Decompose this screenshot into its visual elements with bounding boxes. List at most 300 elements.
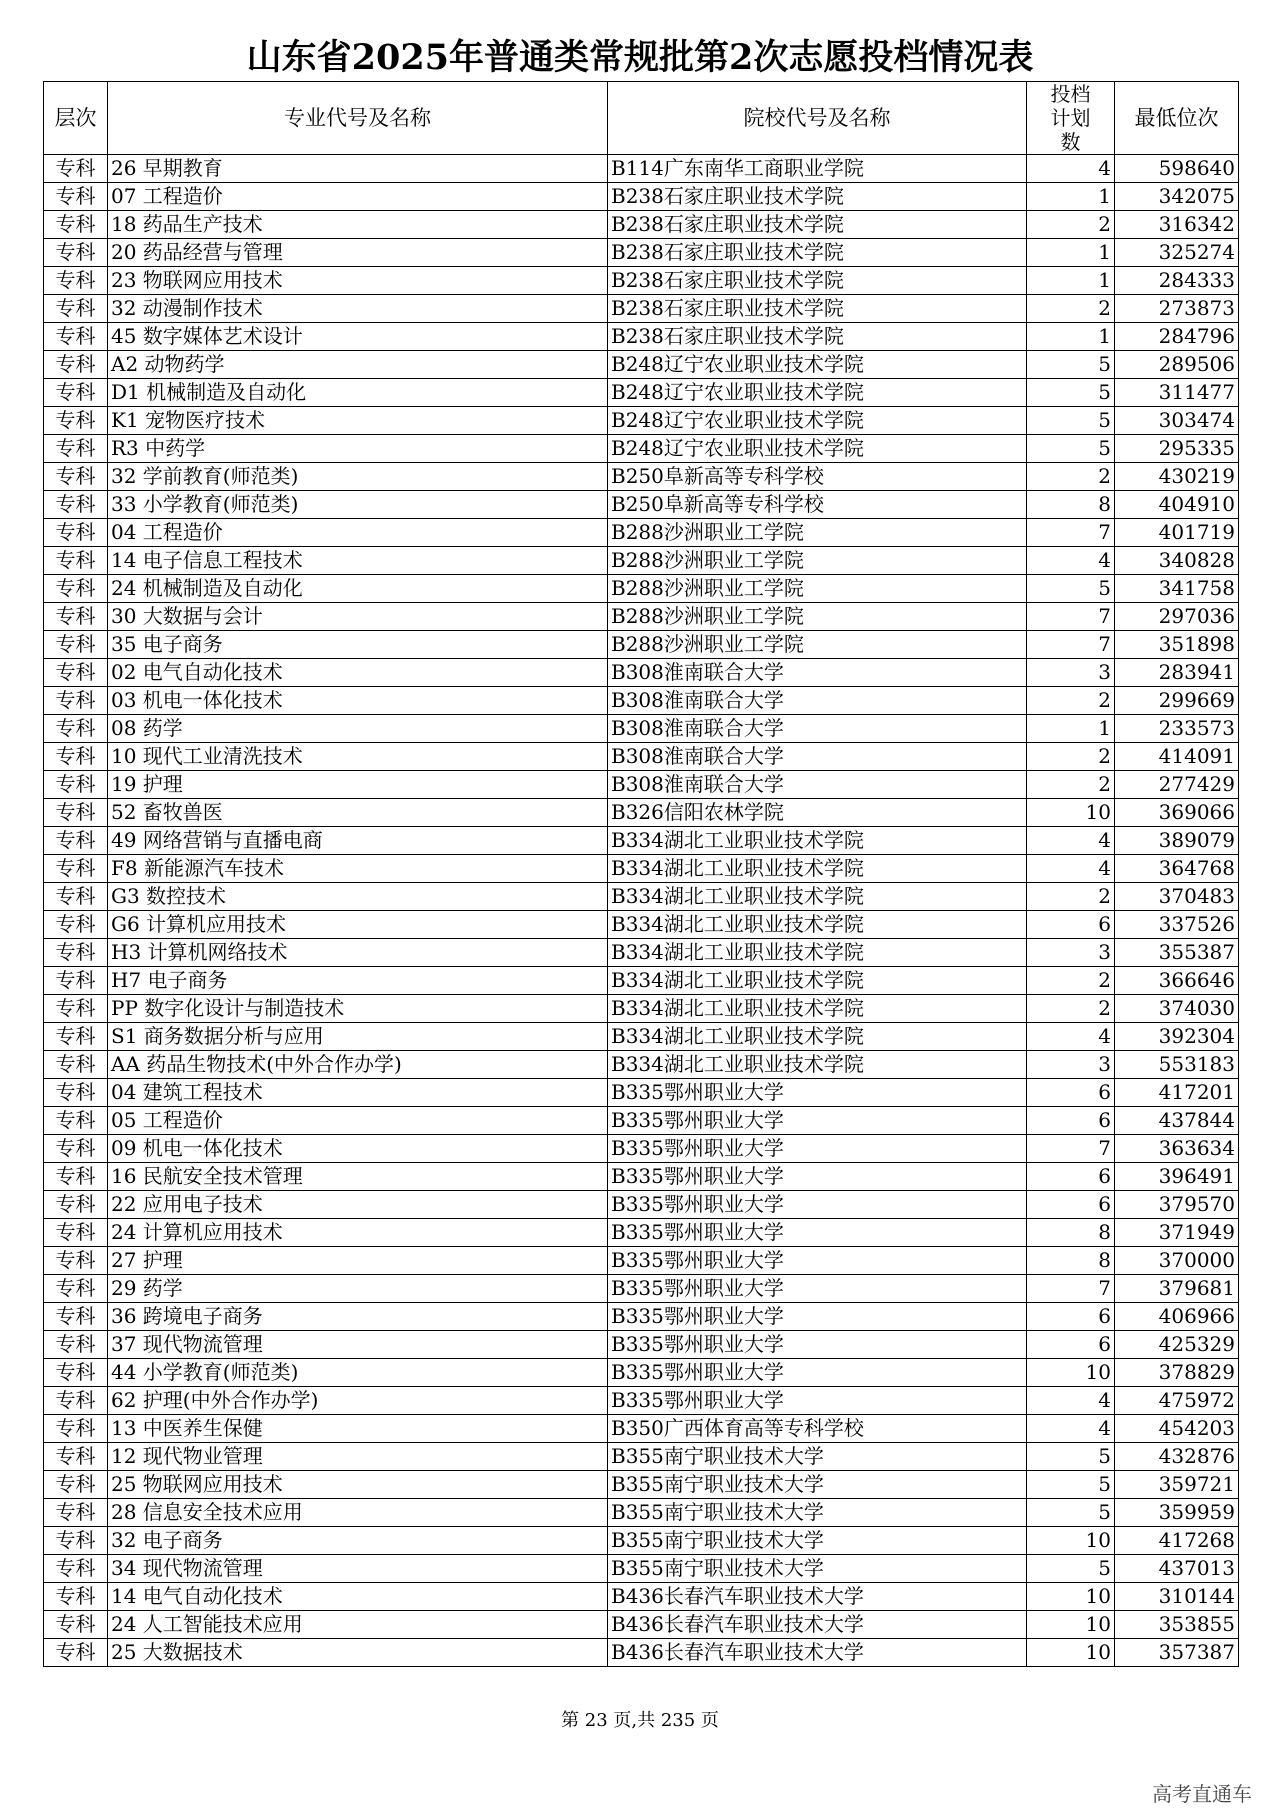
cell-plan: 4 xyxy=(1027,1023,1115,1051)
cell-school: B238石家庄职业技术学院 xyxy=(608,323,1027,351)
cell-major: K1 宠物医疗技术 xyxy=(108,407,608,435)
cell-school: B350广西体育高等专科学校 xyxy=(608,1415,1027,1443)
cell-rank: 316342 xyxy=(1115,211,1239,239)
cell-level: 专科 xyxy=(44,827,108,855)
cell-plan: 5 xyxy=(1027,435,1115,463)
cell-school: B355南宁职业技术大学 xyxy=(608,1527,1027,1555)
cell-rank: 310144 xyxy=(1115,1583,1239,1611)
cell-rank: 374030 xyxy=(1115,995,1239,1023)
cell-rank: 284333 xyxy=(1115,267,1239,295)
page-title: 山东省2025年普通类常规批第2次志愿投档情况表 xyxy=(246,37,1034,78)
table-row xyxy=(44,659,1239,687)
table-row xyxy=(44,267,1239,295)
cell-rank: 295335 xyxy=(1115,435,1239,463)
cell-school: B308淮南联合大学 xyxy=(608,743,1027,771)
table-row xyxy=(44,799,1239,827)
cell-plan: 2 xyxy=(1027,463,1115,491)
cell-level: 专科 xyxy=(44,519,108,547)
cell-rank: 417201 xyxy=(1115,1079,1239,1107)
cell-rank: 425329 xyxy=(1115,1331,1239,1359)
table-row xyxy=(44,1415,1239,1443)
cell-major: 24 机械制造及自动化 xyxy=(108,575,608,603)
cell-major: 20 药品经营与管理 xyxy=(108,239,608,267)
cell-school: B238石家庄职业技术学院 xyxy=(608,239,1027,267)
cell-school: B355南宁职业技术大学 xyxy=(608,1555,1027,1583)
admission-table xyxy=(43,81,1239,1667)
cell-school: B250阜新高等专科学校 xyxy=(608,491,1027,519)
cell-plan: 5 xyxy=(1027,1555,1115,1583)
cell-major: 02 电气自动化技术 xyxy=(108,659,608,687)
cell-level: 专科 xyxy=(44,1583,108,1611)
cell-plan: 5 xyxy=(1027,379,1115,407)
cell-major: 05 工程造价 xyxy=(108,1107,608,1135)
cell-school: B335鄂州职业大学 xyxy=(608,1247,1027,1275)
cell-school: B355南宁职业技术大学 xyxy=(608,1443,1027,1471)
cell-level: 专科 xyxy=(44,1331,108,1359)
cell-level: 专科 xyxy=(44,1135,108,1163)
cell-rank: 277429 xyxy=(1115,771,1239,799)
cell-major: 08 药学 xyxy=(108,715,608,743)
cell-major: 14 电气自动化技术 xyxy=(108,1583,608,1611)
table-row xyxy=(44,1611,1239,1639)
cell-major: 32 学前教育(师范类) xyxy=(108,463,608,491)
cell-level: 专科 xyxy=(44,911,108,939)
cell-major: S1 商务数据分析与应用 xyxy=(108,1023,608,1051)
cell-plan: 2 xyxy=(1027,883,1115,911)
cell-school: B335鄂州职业大学 xyxy=(608,1135,1027,1163)
cell-major: 32 动漫制作技术 xyxy=(108,295,608,323)
cell-level: 专科 xyxy=(44,995,108,1023)
cell-school: B355南宁职业技术大学 xyxy=(608,1471,1027,1499)
cell-school: B436长春汽车职业技术大学 xyxy=(608,1583,1027,1611)
cell-major: 62 护理(中外合作办学) xyxy=(108,1387,608,1415)
cell-plan: 5 xyxy=(1027,1499,1115,1527)
cell-level: 专科 xyxy=(44,1023,108,1051)
table-row xyxy=(44,911,1239,939)
cell-plan: 7 xyxy=(1027,1275,1115,1303)
cell-level: 专科 xyxy=(44,1303,108,1331)
table-row xyxy=(44,1359,1239,1387)
cell-rank: 370000 xyxy=(1115,1247,1239,1275)
table-row xyxy=(44,1079,1239,1107)
cell-plan: 2 xyxy=(1027,743,1115,771)
cell-school: B308淮南联合大学 xyxy=(608,715,1027,743)
cell-school: B355南宁职业技术大学 xyxy=(608,1499,1027,1527)
cell-rank: 363634 xyxy=(1115,1135,1239,1163)
cell-rank: 353855 xyxy=(1115,1611,1239,1639)
cell-level: 专科 xyxy=(44,183,108,211)
cell-major: 04 建筑工程技术 xyxy=(108,1079,608,1107)
cell-rank: 359959 xyxy=(1115,1499,1239,1527)
cell-level: 专科 xyxy=(44,351,108,379)
cell-plan: 6 xyxy=(1027,1079,1115,1107)
cell-plan: 5 xyxy=(1027,1443,1115,1471)
table-row xyxy=(44,1639,1239,1667)
cell-plan: 8 xyxy=(1027,1219,1115,1247)
cell-plan: 7 xyxy=(1027,1135,1115,1163)
cell-school: B335鄂州职业大学 xyxy=(608,1163,1027,1191)
cell-plan: 5 xyxy=(1027,351,1115,379)
cell-rank: 417268 xyxy=(1115,1527,1239,1555)
table-row xyxy=(44,435,1239,463)
cell-school: B436长春汽车职业技术大学 xyxy=(608,1611,1027,1639)
cell-school: B288沙洲职业工学院 xyxy=(608,603,1027,631)
table-row xyxy=(44,883,1239,911)
cell-school: B334湖北工业职业技术学院 xyxy=(608,1023,1027,1051)
cell-level: 专科 xyxy=(44,1527,108,1555)
cell-plan: 6 xyxy=(1027,1107,1115,1135)
cell-level: 专科 xyxy=(44,1191,108,1219)
cell-level: 专科 xyxy=(44,883,108,911)
cell-plan: 8 xyxy=(1027,1247,1115,1275)
cell-major: 35 电子商务 xyxy=(108,631,608,659)
cell-rank: 340828 xyxy=(1115,547,1239,575)
cell-major: 33 小学教育(师范类) xyxy=(108,491,608,519)
cell-major: 07 工程造价 xyxy=(108,183,608,211)
cell-major: 09 机电一体化技术 xyxy=(108,1135,608,1163)
cell-plan: 10 xyxy=(1027,1639,1115,1667)
cell-major: 36 跨境电子商务 xyxy=(108,1303,608,1331)
cell-major: H7 电子商务 xyxy=(108,967,608,995)
cell-major: 14 电子信息工程技术 xyxy=(108,547,608,575)
page-footer: 第 23 页,共 235 页 xyxy=(561,1710,719,1731)
cell-school: B308淮南联合大学 xyxy=(608,687,1027,715)
cell-rank: 378829 xyxy=(1115,1359,1239,1387)
cell-plan: 1 xyxy=(1027,239,1115,267)
table-row xyxy=(44,1527,1239,1555)
cell-plan: 1 xyxy=(1027,323,1115,351)
table-row xyxy=(44,1499,1239,1527)
cell-level: 专科 xyxy=(44,1079,108,1107)
cell-major: 29 药学 xyxy=(108,1275,608,1303)
cell-school: B238石家庄职业技术学院 xyxy=(608,183,1027,211)
cell-level: 专科 xyxy=(44,1387,108,1415)
cell-plan: 10 xyxy=(1027,1583,1115,1611)
table-row xyxy=(44,407,1239,435)
cell-school: B288沙洲职业工学院 xyxy=(608,547,1027,575)
cell-level: 专科 xyxy=(44,659,108,687)
cell-level: 专科 xyxy=(44,435,108,463)
cell-rank: 379681 xyxy=(1115,1275,1239,1303)
cell-plan: 2 xyxy=(1027,967,1115,995)
table-row xyxy=(44,1275,1239,1303)
watermark: 高考直通车 xyxy=(1152,1782,1252,1806)
cell-plan: 7 xyxy=(1027,631,1115,659)
cell-major: 32 电子商务 xyxy=(108,1527,608,1555)
table-row xyxy=(44,1023,1239,1051)
cell-level: 专科 xyxy=(44,1499,108,1527)
cell-school: B335鄂州职业大学 xyxy=(608,1331,1027,1359)
cell-school: B248辽宁农业职业技术学院 xyxy=(608,407,1027,435)
cell-plan: 4 xyxy=(1027,547,1115,575)
header-school: 院校代号及名称 xyxy=(608,82,1027,155)
cell-rank: 311477 xyxy=(1115,379,1239,407)
table-row xyxy=(44,323,1239,351)
cell-major: 19 护理 xyxy=(108,771,608,799)
cell-rank: 366646 xyxy=(1115,967,1239,995)
cell-level: 专科 xyxy=(44,603,108,631)
cell-plan: 4 xyxy=(1027,1387,1115,1415)
table-row xyxy=(44,183,1239,211)
cell-school: B436长春汽车职业技术大学 xyxy=(608,1639,1027,1667)
cell-plan: 2 xyxy=(1027,211,1115,239)
cell-level: 专科 xyxy=(44,323,108,351)
cell-plan: 4 xyxy=(1027,1415,1115,1443)
cell-plan: 6 xyxy=(1027,1331,1115,1359)
cell-school: B288沙洲职业工学院 xyxy=(608,575,1027,603)
cell-plan: 7 xyxy=(1027,519,1115,547)
cell-school: B335鄂州职业大学 xyxy=(608,1275,1027,1303)
cell-level: 专科 xyxy=(44,799,108,827)
cell-major: 52 畜牧兽医 xyxy=(108,799,608,827)
cell-rank: 273873 xyxy=(1115,295,1239,323)
cell-major: D1 机械制造及自动化 xyxy=(108,379,608,407)
cell-plan: 2 xyxy=(1027,771,1115,799)
cell-major: 37 现代物流管理 xyxy=(108,1331,608,1359)
cell-level: 专科 xyxy=(44,1555,108,1583)
cell-rank: 437013 xyxy=(1115,1555,1239,1583)
cell-major: 03 机电一体化技术 xyxy=(108,687,608,715)
table-row xyxy=(44,855,1239,883)
cell-plan: 2 xyxy=(1027,295,1115,323)
cell-school: B334湖北工业职业技术学院 xyxy=(608,855,1027,883)
cell-rank: 233573 xyxy=(1115,715,1239,743)
table-row xyxy=(44,939,1239,967)
cell-plan: 8 xyxy=(1027,491,1115,519)
cell-school: B238石家庄职业技术学院 xyxy=(608,267,1027,295)
cell-plan: 6 xyxy=(1027,911,1115,939)
table-body xyxy=(44,155,1239,1667)
cell-rank: 401719 xyxy=(1115,519,1239,547)
cell-level: 专科 xyxy=(44,1415,108,1443)
cell-plan: 2 xyxy=(1027,687,1115,715)
cell-school: B248辽宁农业职业技术学院 xyxy=(608,435,1027,463)
table-row xyxy=(44,575,1239,603)
cell-level: 专科 xyxy=(44,239,108,267)
cell-school: B335鄂州职业大学 xyxy=(608,1191,1027,1219)
cell-rank: 379570 xyxy=(1115,1191,1239,1219)
cell-level: 专科 xyxy=(44,1443,108,1471)
header-rank: 最低位次 xyxy=(1115,82,1239,155)
cell-school: B326信阳农林学院 xyxy=(608,799,1027,827)
cell-plan: 3 xyxy=(1027,1051,1115,1079)
table-row xyxy=(44,967,1239,995)
cell-major: 28 信息安全技术应用 xyxy=(108,1499,608,1527)
cell-school: B335鄂州职业大学 xyxy=(608,1303,1027,1331)
table-row xyxy=(44,379,1239,407)
cell-school: B238石家庄职业技术学院 xyxy=(608,211,1027,239)
cell-major: 25 物联网应用技术 xyxy=(108,1471,608,1499)
cell-plan: 4 xyxy=(1027,827,1115,855)
cell-level: 专科 xyxy=(44,1639,108,1667)
header-level: 层次 xyxy=(44,82,108,155)
cell-level: 专科 xyxy=(44,1163,108,1191)
table-row xyxy=(44,239,1239,267)
cell-major: 34 现代物流管理 xyxy=(108,1555,608,1583)
cell-school: B335鄂州职业大学 xyxy=(608,1219,1027,1247)
cell-major: 25 大数据技术 xyxy=(108,1639,608,1667)
cell-major: 26 早期教育 xyxy=(108,155,608,183)
cell-level: 专科 xyxy=(44,1359,108,1387)
cell-plan: 10 xyxy=(1027,1359,1115,1387)
table-row xyxy=(44,827,1239,855)
cell-level: 专科 xyxy=(44,547,108,575)
table-row xyxy=(44,211,1239,239)
cell-rank: 392304 xyxy=(1115,1023,1239,1051)
cell-rank: 598640 xyxy=(1115,155,1239,183)
cell-major: 23 物联网应用技术 xyxy=(108,267,608,295)
table-row xyxy=(44,1051,1239,1079)
cell-rank: 341758 xyxy=(1115,575,1239,603)
cell-plan: 1 xyxy=(1027,183,1115,211)
cell-school: B334湖北工业职业技术学院 xyxy=(608,827,1027,855)
cell-level: 专科 xyxy=(44,379,108,407)
cell-school: B335鄂州职业大学 xyxy=(608,1359,1027,1387)
table-row xyxy=(44,351,1239,379)
cell-major: A2 动物药学 xyxy=(108,351,608,379)
cell-major: 45 数字媒体艺术设计 xyxy=(108,323,608,351)
cell-level: 专科 xyxy=(44,855,108,883)
cell-rank: 337526 xyxy=(1115,911,1239,939)
table-header xyxy=(44,82,1239,155)
cell-major: F8 新能源汽车技术 xyxy=(108,855,608,883)
table-row xyxy=(44,743,1239,771)
table-row xyxy=(44,463,1239,491)
cell-major: 24 人工智能技术应用 xyxy=(108,1611,608,1639)
cell-rank: 303474 xyxy=(1115,407,1239,435)
cell-plan: 7 xyxy=(1027,603,1115,631)
cell-rank: 396491 xyxy=(1115,1163,1239,1191)
header-plan xyxy=(1027,82,1115,155)
cell-school: B335鄂州职业大学 xyxy=(608,1107,1027,1135)
table-row xyxy=(44,1555,1239,1583)
table-row xyxy=(44,1163,1239,1191)
cell-plan: 5 xyxy=(1027,407,1115,435)
cell-rank: 297036 xyxy=(1115,603,1239,631)
cell-plan: 6 xyxy=(1027,1163,1115,1191)
cell-level: 专科 xyxy=(44,1471,108,1499)
table-row xyxy=(44,1387,1239,1415)
cell-major: 12 现代物业管理 xyxy=(108,1443,608,1471)
table-row xyxy=(44,1331,1239,1359)
cell-school: B334湖北工业职业技术学院 xyxy=(608,883,1027,911)
table-row xyxy=(44,1135,1239,1163)
table-row xyxy=(44,603,1239,631)
cell-level: 专科 xyxy=(44,687,108,715)
cell-plan: 10 xyxy=(1027,1527,1115,1555)
cell-level: 专科 xyxy=(44,407,108,435)
cell-level: 专科 xyxy=(44,771,108,799)
cell-plan: 10 xyxy=(1027,1611,1115,1639)
cell-level: 专科 xyxy=(44,939,108,967)
cell-plan: 4 xyxy=(1027,155,1115,183)
cell-rank: 284796 xyxy=(1115,323,1239,351)
cell-major: 22 应用电子技术 xyxy=(108,1191,608,1219)
cell-major: G3 数控技术 xyxy=(108,883,608,911)
header-major: 专业代号及名称 xyxy=(108,82,608,155)
cell-level: 专科 xyxy=(44,295,108,323)
cell-rank: 364768 xyxy=(1115,855,1239,883)
table-row xyxy=(44,1583,1239,1611)
cell-plan: 10 xyxy=(1027,799,1115,827)
cell-major: PP 数字化设计与制造技术 xyxy=(108,995,608,1023)
cell-rank: 357387 xyxy=(1115,1639,1239,1667)
cell-major: 30 大数据与会计 xyxy=(108,603,608,631)
cell-level: 专科 xyxy=(44,1051,108,1079)
cell-plan: 3 xyxy=(1027,659,1115,687)
cell-level: 专科 xyxy=(44,1275,108,1303)
table-row xyxy=(44,1191,1239,1219)
cell-major: 24 计算机应用技术 xyxy=(108,1219,608,1247)
cell-major: H3 计算机网络技术 xyxy=(108,939,608,967)
table-row xyxy=(44,1107,1239,1135)
cell-level: 专科 xyxy=(44,1611,108,1639)
cell-school: B288沙洲职业工学院 xyxy=(608,631,1027,659)
table-row xyxy=(44,687,1239,715)
cell-rank: 370483 xyxy=(1115,883,1239,911)
cell-major: G6 计算机应用技术 xyxy=(108,911,608,939)
cell-rank: 371949 xyxy=(1115,1219,1239,1247)
cell-rank: 342075 xyxy=(1115,183,1239,211)
cell-rank: 289506 xyxy=(1115,351,1239,379)
cell-school: B114广东南华工商职业学院 xyxy=(608,155,1027,183)
cell-rank: 454203 xyxy=(1115,1415,1239,1443)
cell-level: 专科 xyxy=(44,715,108,743)
cell-plan: 1 xyxy=(1027,267,1115,295)
cell-level: 专科 xyxy=(44,155,108,183)
cell-level: 专科 xyxy=(44,575,108,603)
cell-school: B334湖北工业职业技术学院 xyxy=(608,995,1027,1023)
cell-plan: 2 xyxy=(1027,995,1115,1023)
header-plan-text: 投档计划数 xyxy=(1050,82,1091,154)
cell-rank: 406966 xyxy=(1115,1303,1239,1331)
cell-rank: 299669 xyxy=(1115,687,1239,715)
cell-plan: 6 xyxy=(1027,1303,1115,1331)
table-row xyxy=(44,491,1239,519)
cell-major: 10 现代工业清洗技术 xyxy=(108,743,608,771)
cell-rank: 414091 xyxy=(1115,743,1239,771)
cell-rank: 437844 xyxy=(1115,1107,1239,1135)
cell-school: B335鄂州职业大学 xyxy=(608,1079,1027,1107)
cell-major: AA 药品生物技术(中外合作办学) xyxy=(108,1051,608,1079)
cell-school: B308淮南联合大学 xyxy=(608,659,1027,687)
cell-rank: 351898 xyxy=(1115,631,1239,659)
cell-major: 18 药品生产技术 xyxy=(108,211,608,239)
cell-level: 专科 xyxy=(44,267,108,295)
cell-rank: 475972 xyxy=(1115,1387,1239,1415)
cell-rank: 553183 xyxy=(1115,1051,1239,1079)
cell-level: 专科 xyxy=(44,631,108,659)
cell-level: 专科 xyxy=(44,743,108,771)
cell-rank: 369066 xyxy=(1115,799,1239,827)
cell-school: B288沙洲职业工学院 xyxy=(608,519,1027,547)
table-row xyxy=(44,771,1239,799)
cell-level: 专科 xyxy=(44,1247,108,1275)
cell-rank: 389079 xyxy=(1115,827,1239,855)
table-row xyxy=(44,547,1239,575)
table-row xyxy=(44,295,1239,323)
cell-major: 04 工程造价 xyxy=(108,519,608,547)
cell-school: B334湖北工业职业技术学院 xyxy=(608,911,1027,939)
cell-plan: 5 xyxy=(1027,1471,1115,1499)
cell-level: 专科 xyxy=(44,463,108,491)
cell-plan: 1 xyxy=(1027,715,1115,743)
cell-school: B335鄂州职业大学 xyxy=(608,1387,1027,1415)
cell-level: 专科 xyxy=(44,211,108,239)
cell-rank: 283941 xyxy=(1115,659,1239,687)
cell-plan: 4 xyxy=(1027,855,1115,883)
cell-major: 13 中医养生保健 xyxy=(108,1415,608,1443)
